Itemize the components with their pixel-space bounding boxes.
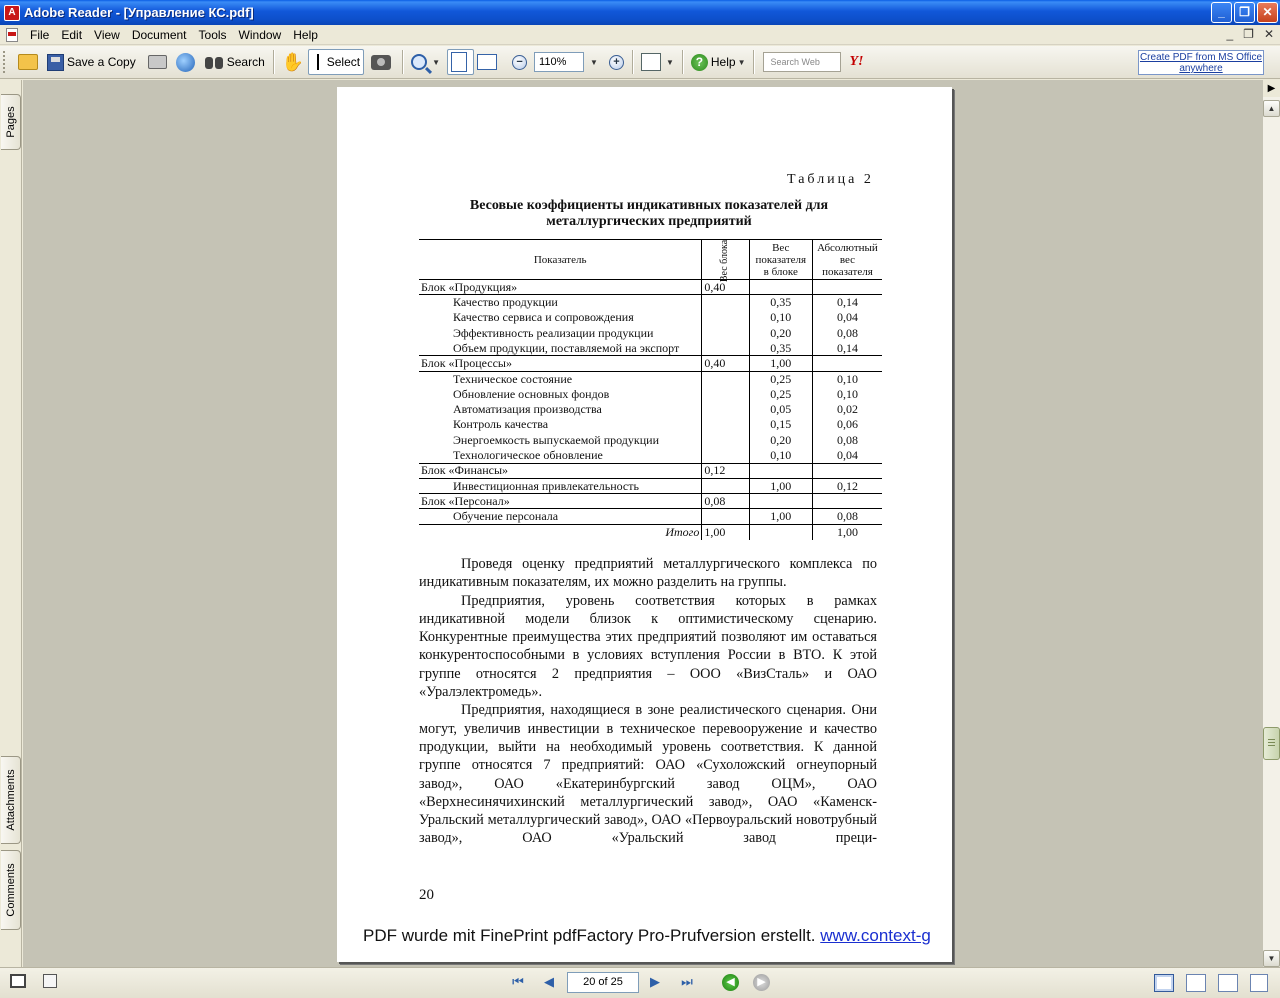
pages-icon	[641, 53, 661, 71]
continuous-facing-layout-icon[interactable]	[1250, 974, 1268, 992]
tab-comments-label: Comments	[4, 863, 17, 917]
select-label: Select	[326, 55, 361, 69]
cell-indicator: Контроль качества	[453, 417, 549, 432]
panel-icon	[10, 974, 26, 988]
floppy-disk-icon	[47, 54, 64, 71]
continuous-layout-icon[interactable]	[1186, 974, 1206, 992]
search-button[interactable]	[201, 49, 268, 75]
cell-indicator: Автоматизация производства	[453, 402, 602, 417]
menu-file[interactable]: File	[30, 27, 50, 42]
cell-weight	[749, 280, 812, 295]
status-bar	[0, 967, 1280, 998]
page-size-indicator[interactable]	[43, 974, 57, 988]
table-caption: Весовые коэффициенты индикативных показателей для металлургических предприятий	[469, 198, 829, 229]
chevron-down-icon[interactable]: ▼	[737, 57, 746, 67]
print-button[interactable]	[145, 49, 173, 75]
single-page-layout-icon[interactable]	[1154, 974, 1174, 992]
zoom-out-button[interactable]	[509, 49, 530, 75]
cell-block-weight	[702, 310, 749, 325]
cell-block-weight	[702, 478, 749, 493]
cell-block-weight: 0,12	[702, 463, 749, 478]
page-layout-button[interactable]	[638, 49, 677, 75]
cell-absolute-weight: 0,04	[836, 310, 858, 325]
tab-pages-label: Pages	[4, 106, 17, 138]
cell-weight: 0,20	[749, 325, 812, 340]
next-page-button[interactable]: ▶	[650, 974, 660, 989]
first-page-button[interactable]: ⏮	[512, 974, 524, 989]
cell-block-weight: 1,00	[702, 524, 749, 539]
table-row	[419, 478, 882, 493]
cell-weight: 1,00	[749, 356, 812, 371]
select-tool-button[interactable]	[308, 49, 364, 75]
cell-indicator: Блок «Финансы»	[419, 463, 702, 478]
toolbar-separator	[402, 50, 403, 74]
cell-indicator: Технологическое обновление	[453, 447, 603, 462]
minimize-button[interactable]: _	[1211, 2, 1232, 23]
camera-icon	[371, 55, 391, 70]
text-cursor-icon	[312, 52, 324, 72]
cell-absolute-weight: 0,14	[836, 340, 858, 355]
cell-absolute-weight	[812, 494, 882, 509]
cell-indicator: Блок «Продукция»	[419, 280, 702, 295]
cell-weight: 0,05	[749, 402, 812, 417]
menu-bar	[0, 25, 1280, 45]
header-indicator: Показатель	[419, 240, 702, 280]
doc-restore-button[interactable]: ❐	[1243, 27, 1254, 41]
toolbar-grip[interactable]	[3, 51, 7, 73]
table-row	[419, 371, 882, 386]
chevron-down-icon[interactable]: ▼	[432, 57, 441, 67]
binoculars-icon	[204, 54, 224, 70]
table-row	[419, 448, 882, 463]
plus-icon: +	[609, 55, 624, 70]
scrollbar-thumb[interactable]	[1263, 727, 1280, 760]
table-row	[419, 341, 882, 356]
table-header-row	[419, 240, 882, 280]
tab-attachments[interactable]	[1, 756, 21, 844]
open-button[interactable]	[15, 49, 44, 75]
menu-tools[interactable]: Tools	[198, 27, 227, 42]
hand-tool-button[interactable]	[279, 49, 308, 75]
cell-absolute-weight	[812, 280, 882, 295]
search-label: Search	[226, 55, 265, 69]
table-row	[419, 325, 882, 340]
cell-block-weight	[702, 341, 749, 356]
document-icon[interactable]	[6, 28, 18, 42]
table-row	[419, 402, 882, 417]
chevron-down-icon[interactable]: ▼	[665, 57, 674, 67]
cell-absolute-weight: 0,04	[836, 447, 858, 462]
facing-layout-icon[interactable]	[1218, 974, 1238, 992]
zoom-level-input[interactable]	[534, 52, 584, 72]
window-title: Adobe Reader - [Управление КС.pdf]	[24, 5, 254, 20]
hand-icon: ✋	[281, 52, 305, 72]
cell-absolute-weight: 0,08	[836, 325, 858, 340]
scroll-up-button[interactable]: ▲	[1263, 100, 1280, 117]
cell-weight: 1,00	[749, 478, 812, 493]
table-row	[419, 432, 882, 447]
expand-right-icon[interactable]: ▶	[1263, 80, 1280, 97]
cell-weight: 0,20	[749, 432, 812, 447]
cell-block-weight: 0,08	[702, 494, 749, 509]
header-block-weight-label: Вес блока	[719, 239, 731, 282]
cell-absolute-weight: 0,12	[836, 478, 858, 493]
cell-absolute-weight: 0,06	[836, 417, 858, 432]
header-weight-in-block: Вес показателя в блоке	[749, 240, 812, 280]
folder-open-icon	[18, 54, 38, 70]
cell-block-weight	[702, 371, 749, 386]
yahoo-icon[interactable]: Y!	[849, 54, 864, 69]
tab-pages[interactable]	[1, 94, 21, 150]
toolbar	[0, 46, 1280, 79]
cell-weight	[749, 524, 812, 539]
save-copy-button[interactable]	[44, 49, 139, 75]
create-pdf-link[interactable]: Create PDF from MS Office anywhere	[1139, 52, 1263, 74]
previous-page-button[interactable]: ◀	[544, 974, 554, 989]
page-size-icon	[43, 974, 57, 988]
printer-icon	[148, 55, 167, 69]
menu-help[interactable]: Help	[293, 27, 318, 42]
cell-block-weight	[702, 402, 749, 417]
fit-page-icon	[451, 52, 467, 72]
menu-edit[interactable]: Edit	[61, 27, 83, 42]
fit-page-button[interactable]	[447, 49, 474, 75]
cell-indicator: Энергоемкость выпускаемой продукции	[453, 432, 659, 447]
cell-weight: 0,25	[749, 371, 812, 386]
toolbar-separator	[682, 50, 683, 74]
zoom-in-button[interactable]	[606, 49, 627, 75]
cell-absolute-weight: 0,08	[836, 509, 858, 524]
tab-attachments-label: Attachments	[4, 769, 17, 831]
fit-width-icon	[477, 54, 497, 70]
cell-indicator: Объем продукции, поставляемой на экспорт	[453, 340, 680, 355]
header-block-weight	[702, 240, 749, 280]
minus-icon: −	[512, 55, 527, 70]
title-bar	[0, 0, 1280, 25]
cell-absolute-weight	[812, 463, 882, 478]
email-button[interactable]	[173, 49, 201, 75]
cell-indicator: Качество сервиса и сопровождения	[453, 310, 634, 325]
cell-indicator: Эффективность реализации продукции	[453, 325, 654, 340]
paragraph: Предприятия, находящиеся в зоне реалистического сценария. Они могут, увеличив инвестиции в техническое перевооружение и качество продукции, выйти на необходимый уровень соответствия. К данной группе относятся 7 предприятий: ОАО «Сухоложский огнеупорный завод», ОАО «Екатеринбургский завод ОЦМ», ОАО «Верхнесинячихинский металлургический завод», ОАО «Каменск-Уральский металлургический завод», ОАО «Первоуральский новотрубный завод», ОАО «Уральский завод преци-	[419, 702, 877, 847]
cell-block-weight	[702, 509, 749, 524]
watermark-text: PDF wurde mit FinePrint pdfFactory Pro-Prufversion erstellt.	[363, 926, 816, 945]
table-body	[419, 280, 882, 540]
cell-indicator: Итого	[419, 524, 702, 539]
cell-absolute-weight: 0,10	[836, 386, 858, 401]
cell-weight: 0,15	[749, 417, 812, 432]
doc-close-button[interactable]: ✕	[1263, 27, 1274, 41]
table-row	[419, 417, 882, 432]
cell-absolute-weight: 0,08	[836, 432, 858, 447]
cell-indicator: Инвестиционная привлекательность	[453, 478, 639, 493]
table-block-row	[419, 494, 882, 509]
menu-document[interactable]: Document	[131, 27, 187, 42]
zoom-tool-button[interactable]	[408, 49, 443, 75]
go-back-icon[interactable]: ◀	[722, 974, 739, 991]
page-number: 20	[419, 887, 434, 903]
cell-absolute-weight	[812, 356, 882, 371]
menu-view[interactable]: View	[94, 27, 120, 42]
cell-block-weight	[702, 387, 749, 402]
cell-indicator: Блок «Процессы»	[419, 356, 702, 371]
table-total-row	[419, 524, 882, 539]
cell-indicator: Техническое состояние	[453, 371, 573, 386]
table-block-row	[419, 463, 882, 478]
toolbar-separator	[273, 50, 274, 74]
watermark	[363, 926, 952, 946]
weights-table	[419, 239, 882, 540]
cell-block-weight	[702, 417, 749, 432]
last-page-button[interactable]: ⏭	[681, 974, 693, 989]
help-label: Help	[710, 55, 736, 69]
save-copy-label: Save a Copy	[67, 55, 136, 69]
help-button[interactable]	[688, 49, 749, 75]
cell-weight: 0,10	[749, 448, 812, 463]
table-row	[419, 387, 882, 402]
cell-weight: 0,35	[749, 341, 812, 356]
vertical-scrollbar[interactable]	[1263, 80, 1280, 967]
pdf-page[interactable]	[337, 87, 952, 962]
cell-absolute-weight: 0,14	[836, 295, 858, 310]
cell-absolute-weight: 1,00	[812, 524, 882, 539]
header-absolute-weight: Абсолютный вес показателя	[812, 240, 882, 280]
cell-block-weight: 0,40	[702, 280, 749, 295]
magnifier-icon	[411, 54, 427, 70]
close-button[interactable]: ✕	[1257, 2, 1278, 23]
cell-indicator: Обновление основных фондов	[453, 386, 610, 401]
zoom-dropdown-icon[interactable]: ▼	[590, 57, 598, 67]
cell-weight	[749, 463, 812, 478]
toolbar-separator	[632, 50, 633, 74]
help-icon: ?	[691, 54, 708, 71]
table-row	[419, 295, 882, 310]
table-block-row	[419, 280, 882, 295]
cell-weight: 0,25	[749, 387, 812, 402]
cell-indicator: Обучение персонала	[453, 509, 559, 524]
tab-comments[interactable]	[1, 850, 21, 930]
table-row	[419, 509, 882, 524]
scroll-down-button[interactable]: ▼	[1263, 950, 1280, 967]
table-block-row	[419, 356, 882, 371]
cell-weight	[749, 494, 812, 509]
search-web-input[interactable]: Search Web	[763, 52, 841, 72]
cell-weight: 0,10	[749, 310, 812, 325]
adobe-reader-icon: A	[4, 5, 20, 21]
navigation-pane	[0, 80, 22, 967]
nav-panel-toggle[interactable]	[10, 974, 26, 988]
go-forward-icon[interactable]: ▶	[753, 974, 770, 991]
cell-block-weight	[702, 448, 749, 463]
page-number-field[interactable]: 20 of 25	[567, 972, 639, 993]
document-area[interactable]	[23, 80, 1263, 967]
table-label: Таблица 2	[787, 172, 874, 187]
paragraph: Проведя оценку предприятий металлургического комплекса по индикативным показателям, их можно разделить на группы.	[419, 556, 877, 591]
cell-block-weight	[702, 295, 749, 310]
email-globe-icon	[176, 53, 195, 72]
cell-indicator: Блок «Персонал»	[419, 494, 702, 509]
cell-indicator: Качество продукции	[453, 295, 558, 310]
table-row	[419, 310, 882, 325]
body-text	[419, 555, 877, 848]
restore-button[interactable]: ❐	[1234, 2, 1255, 23]
menu-window[interactable]: Window	[238, 27, 282, 42]
cell-block-weight	[702, 432, 749, 447]
cell-weight: 0,35	[749, 295, 812, 310]
toolbar-separator	[753, 50, 754, 74]
watermark-link[interactable]: www.context-g	[820, 926, 931, 945]
cell-block-weight: 0,40	[702, 356, 749, 371]
fit-width-button[interactable]	[474, 49, 503, 75]
snapshot-button[interactable]	[368, 49, 397, 75]
cell-block-weight	[702, 325, 749, 340]
paragraph: Предприятия, уровень соответствия которых в рамках индикативной модели близок к оптимистическому сценарию. Конкурентные преимущества этих предприятий позволяют им оставаться конкурентоспособными в условиях вступления России в ВТО. К этой группе относятся 2 предприятия – ООО «ВизСталь» и ОАО «Уралэлектромедь».	[419, 592, 877, 701]
cell-weight: 1,00	[749, 509, 812, 524]
doc-minimize-button[interactable]: _	[1226, 27, 1234, 41]
cell-absolute-weight: 0,10	[836, 371, 858, 386]
cell-absolute-weight: 0,02	[836, 402, 858, 417]
